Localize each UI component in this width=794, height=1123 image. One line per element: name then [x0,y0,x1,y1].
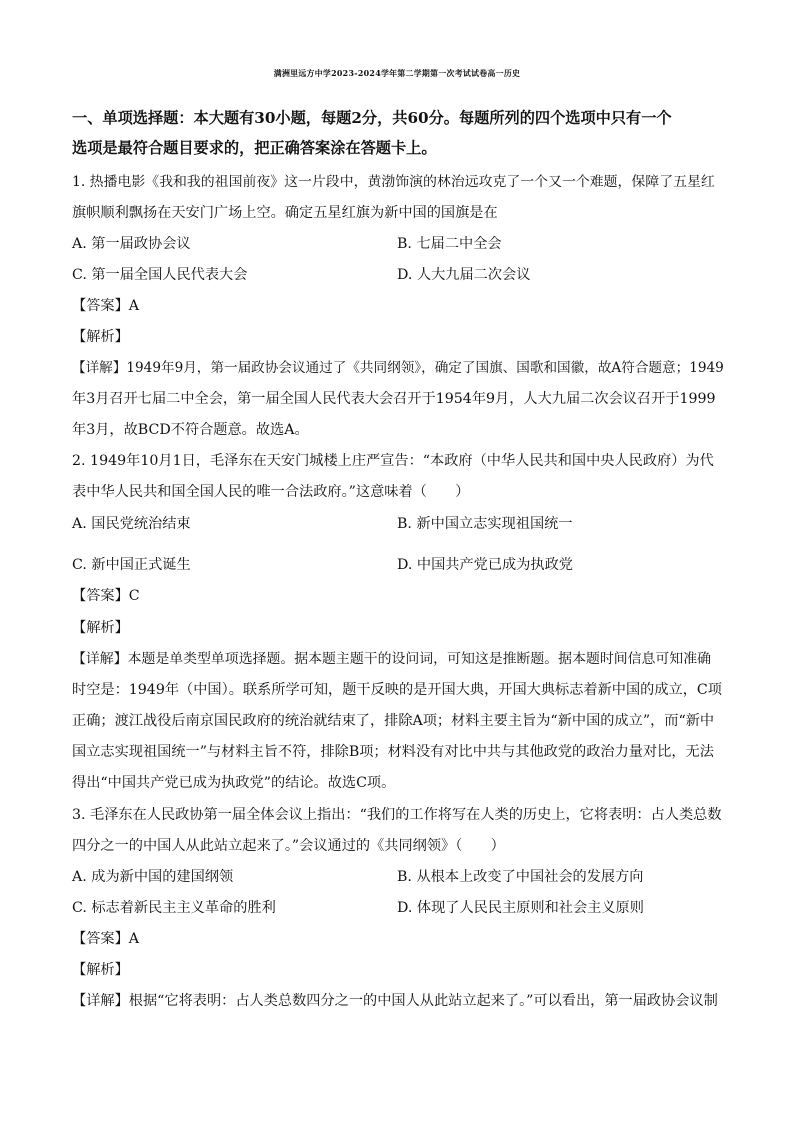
q2-detail-line-4: 国立志实现祖国统一”与材料主旨不符，排除B项；材料没有对比中共与其他政党的政治力量对比，无法 [72,744,714,760]
q1-answer: 【答案】A [72,298,139,314]
q2-answer: 【答案】C [72,588,140,604]
q1-option-d: D. 人大九届二次会议 [397,267,531,283]
q2-option-b: B. 新中国立志实现祖国统一 [397,516,573,532]
q3-analysis-label: 【解析】 [72,962,129,978]
section-heading-line-1: 一、单项选择题：本大题有30小题，每题2分，共60分。每题所列的四个选项中只有一个 [72,109,672,127]
q1-detail-line-1: 【详解】1949年9月，第一届政协会议通过了《共同纲领》，确定了国旗、国歌和国徽，故A符合题意；1949 [72,360,724,376]
q2-option-a: A. 国民党统治结束 [72,516,191,532]
q2-option-d: D. 中国共产党已成为执政党 [397,557,573,573]
q2-detail-line-3: 正确；渡江战役后南京国民政府的统治就结束了，排除A项；材料主要主旨为“新中国的成立”，而“新中 [72,713,715,729]
q1-stem-line-1: 1. 热播电影《我和我的祖国前夜》这一片段中，黄渤饰演的林治远攻克了一个又一个难题，保障了五星红 [72,174,715,190]
q3-detail-line-1: 【详解】根据“它将表明：占人类总数四分之一的中国人从此站立起来了。”可以看出，第一届政协会议制 [72,993,718,1009]
q2-stem-line-2: 表中华人民共和国全国人民的唯一合法政府。”这意味着（ ） [72,484,470,500]
q1-option-b: B. 七届二中全会 [397,236,502,252]
q3-answer: 【答案】A [72,931,139,947]
q3-stem-line-1: 3. 毛泽东在人民政协第一届全体会议上指出：“我们的工作将写在人类的历史上，它将表明：占人类总数 [72,807,722,823]
q3-option-b: B. 从根本上改变了中国社会的发展方向 [397,869,644,885]
q2-analysis-label: 【解析】 [72,620,129,636]
q1-option-a: A. 第一届政协会议 [72,236,191,252]
q2-detail-line-1: 【详解】本题是单类型单项选择题。据本题主题干的设问词，可知这是推断题。据本题时间信息可知准确 [72,651,711,667]
page-title: 满洲里远方中学2023-2024学年第二学期第一次考试试卷高一历史 [273,69,521,78]
q3-option-c: C. 标志着新民主主义革命的胜利 [72,900,276,916]
q1-option-c: C. 第一届全国人民代表大会 [72,267,248,283]
q1-stem-line-2: 旗帜顺利飘扬在天安门广场上空。确定五星红旗为新中国的国旗是在 [72,205,498,221]
q3-option-a: A. 成为新中国的建国纲领 [72,869,234,885]
q2-detail-line-5: 得出“中国共产党已成为执政党”的结论。故选C项。 [72,775,396,791]
q2-stem-line-1: 2. 1949年10月1日，毛泽东在天安门城楼上庄严宣告：“本政府（中华人民共和国中央人民政府）为代 [72,453,714,469]
q2-option-c: C. 新中国正式诞生 [72,557,191,573]
q2-detail-line-2: 时空是：1949年（中国）。联系所学可知，题干反映的是开国大典，开国大典标志着新中国的成立，C项 [72,682,722,698]
q1-detail-line-2: 年3月召开七届二中全会，第一届全国人民代表大会召开于1954年9月，人大九届二次会议召开于1999 [72,391,716,407]
q1-detail-line-3: 年3月，故BCD不符合题意。故选A。 [72,422,309,438]
q3-option-d: D. 体现了人民民主原则和社会主义原则 [397,900,644,916]
q3-stem-line-2: 四分之一的中国人从此站立起来了。”会议通过的《共同纲领》（ ） [72,838,505,854]
q1-analysis-label: 【解析】 [72,329,129,345]
section-heading-line-2: 选项是最符合题目要求的，把正确答案涂在答题卡上。 [72,139,437,157]
